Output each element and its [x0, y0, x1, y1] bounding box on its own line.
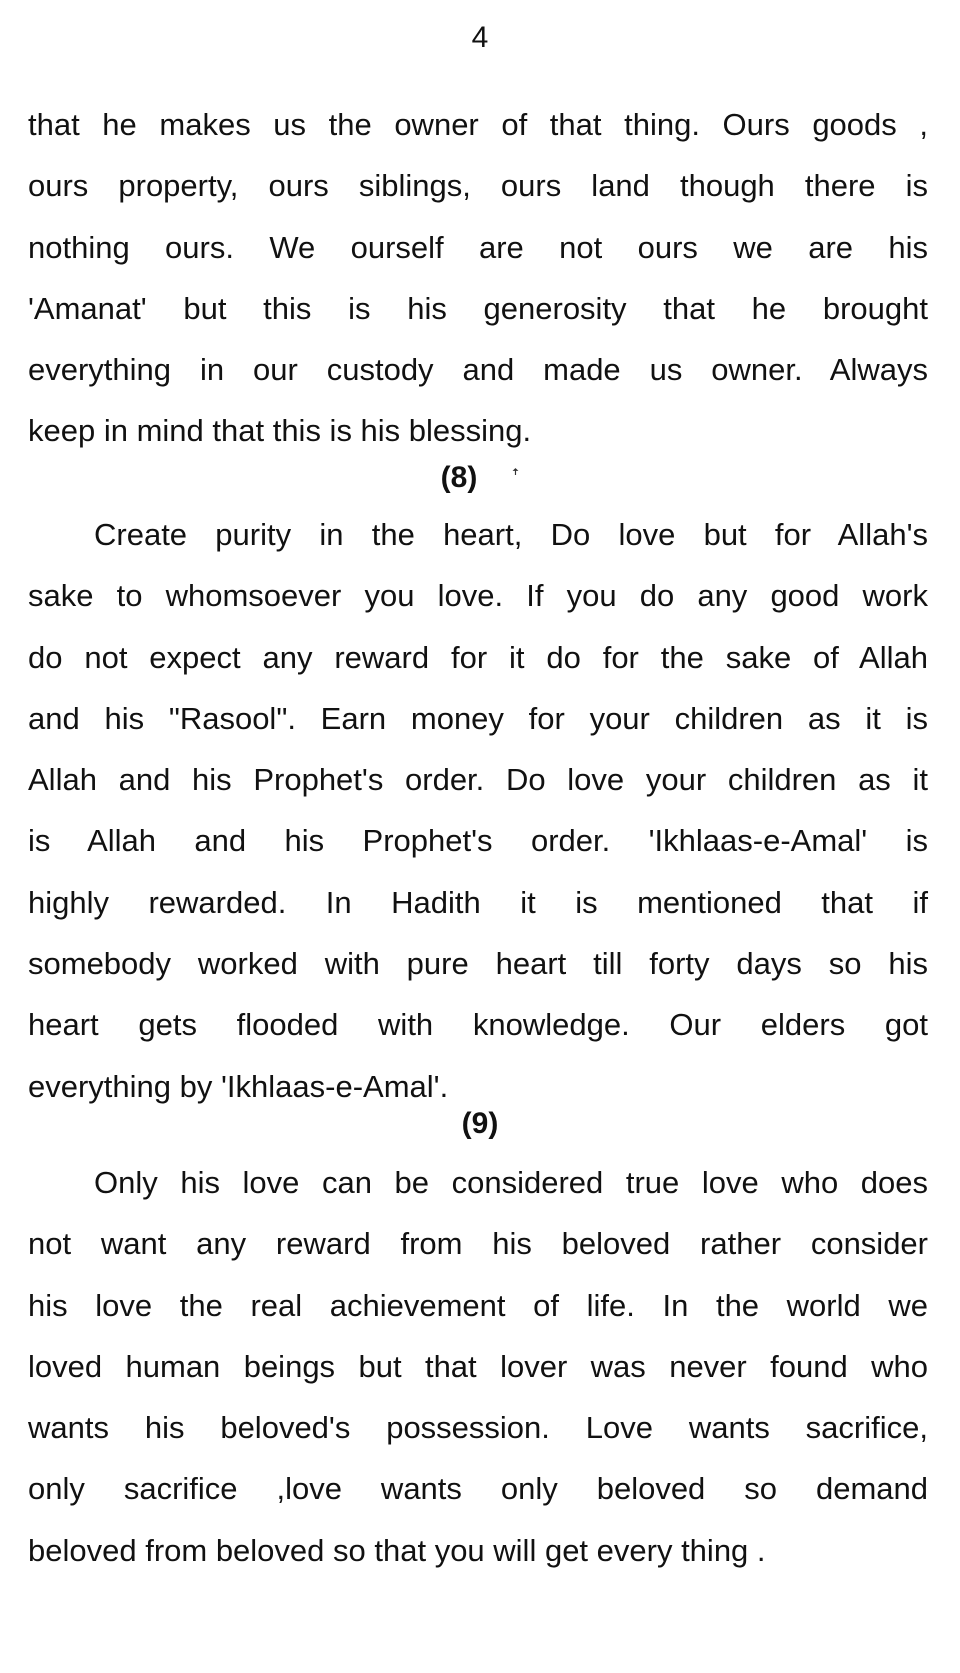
intro-line: 'Amanat' but this is his generosity that he brought	[28, 290, 928, 326]
section-8-heading	[0, 458, 960, 499]
section-9-paragraph	[28, 1152, 928, 1581]
section-9-line: his love the real achievement of life. In the world we	[28, 1287, 928, 1323]
section-8-line: do not expect any reward for it do for the sake of Allah	[28, 639, 928, 675]
section-8-line: Allah and his Prophet's order. Do love your children as it	[28, 762, 928, 798]
section-9-line: wants his beloved's possession. Love wants sacrifice,	[28, 1410, 928, 1446]
intro-paragraph	[28, 94, 928, 462]
page-number: 4	[471, 21, 489, 54]
intro-line: nothing ours. We ourself are not ours we are his	[28, 229, 928, 265]
section-8-number: (8)	[440, 461, 478, 494]
section-9-line: loved human beings but that lover was never found who	[28, 1348, 928, 1384]
section-9-line: only sacrifice ,love wants only beloved so demand	[28, 1471, 928, 1507]
section-9-heading	[0, 1104, 960, 1144]
section-8-paragraph	[28, 504, 928, 1117]
intro-line: everything in our custody and made us owner. Always	[28, 352, 928, 388]
section-9-line: not want any reward from his beloved rather consider	[28, 1226, 928, 1262]
intro-line: ours property, ours siblings, ours land though there is	[28, 168, 928, 204]
section-8-line: everything by 'Ikhlaas-e-Amal'.	[28, 1068, 449, 1104]
section-8-line: somebody worked with pure heart till forty days so his	[28, 946, 928, 982]
section-9-number: (9)	[461, 1107, 499, 1140]
section-8-line: is Allah and his Prophet's order. 'Ikhlaas-e-Amal' is	[28, 823, 928, 859]
intro-line: that he makes us the owner of that thing. Ours goods ,	[28, 107, 928, 142]
section-9-line: Only his love can be considered true love who does	[94, 1165, 928, 1200]
intro-line: keep in mind that this is his blessing.	[28, 413, 532, 449]
section-8-line: and his "Rasool". Earn money for your children as it is	[28, 700, 928, 736]
stray-mark: ꜛ	[511, 470, 520, 488]
section-8-line: highly rewarded. In Hadith it is mentioned that if	[28, 884, 928, 920]
section-8-line: Create purity in the heart, Do love but for Allah's	[94, 517, 928, 552]
section-8-line: sake to whomsoever you love. If you do any good work	[28, 578, 928, 614]
section-9-line: beloved from beloved so that you will get every thing .	[28, 1532, 766, 1568]
section-8-line: heart gets flooded with knowledge. Our elders got	[28, 1007, 928, 1043]
